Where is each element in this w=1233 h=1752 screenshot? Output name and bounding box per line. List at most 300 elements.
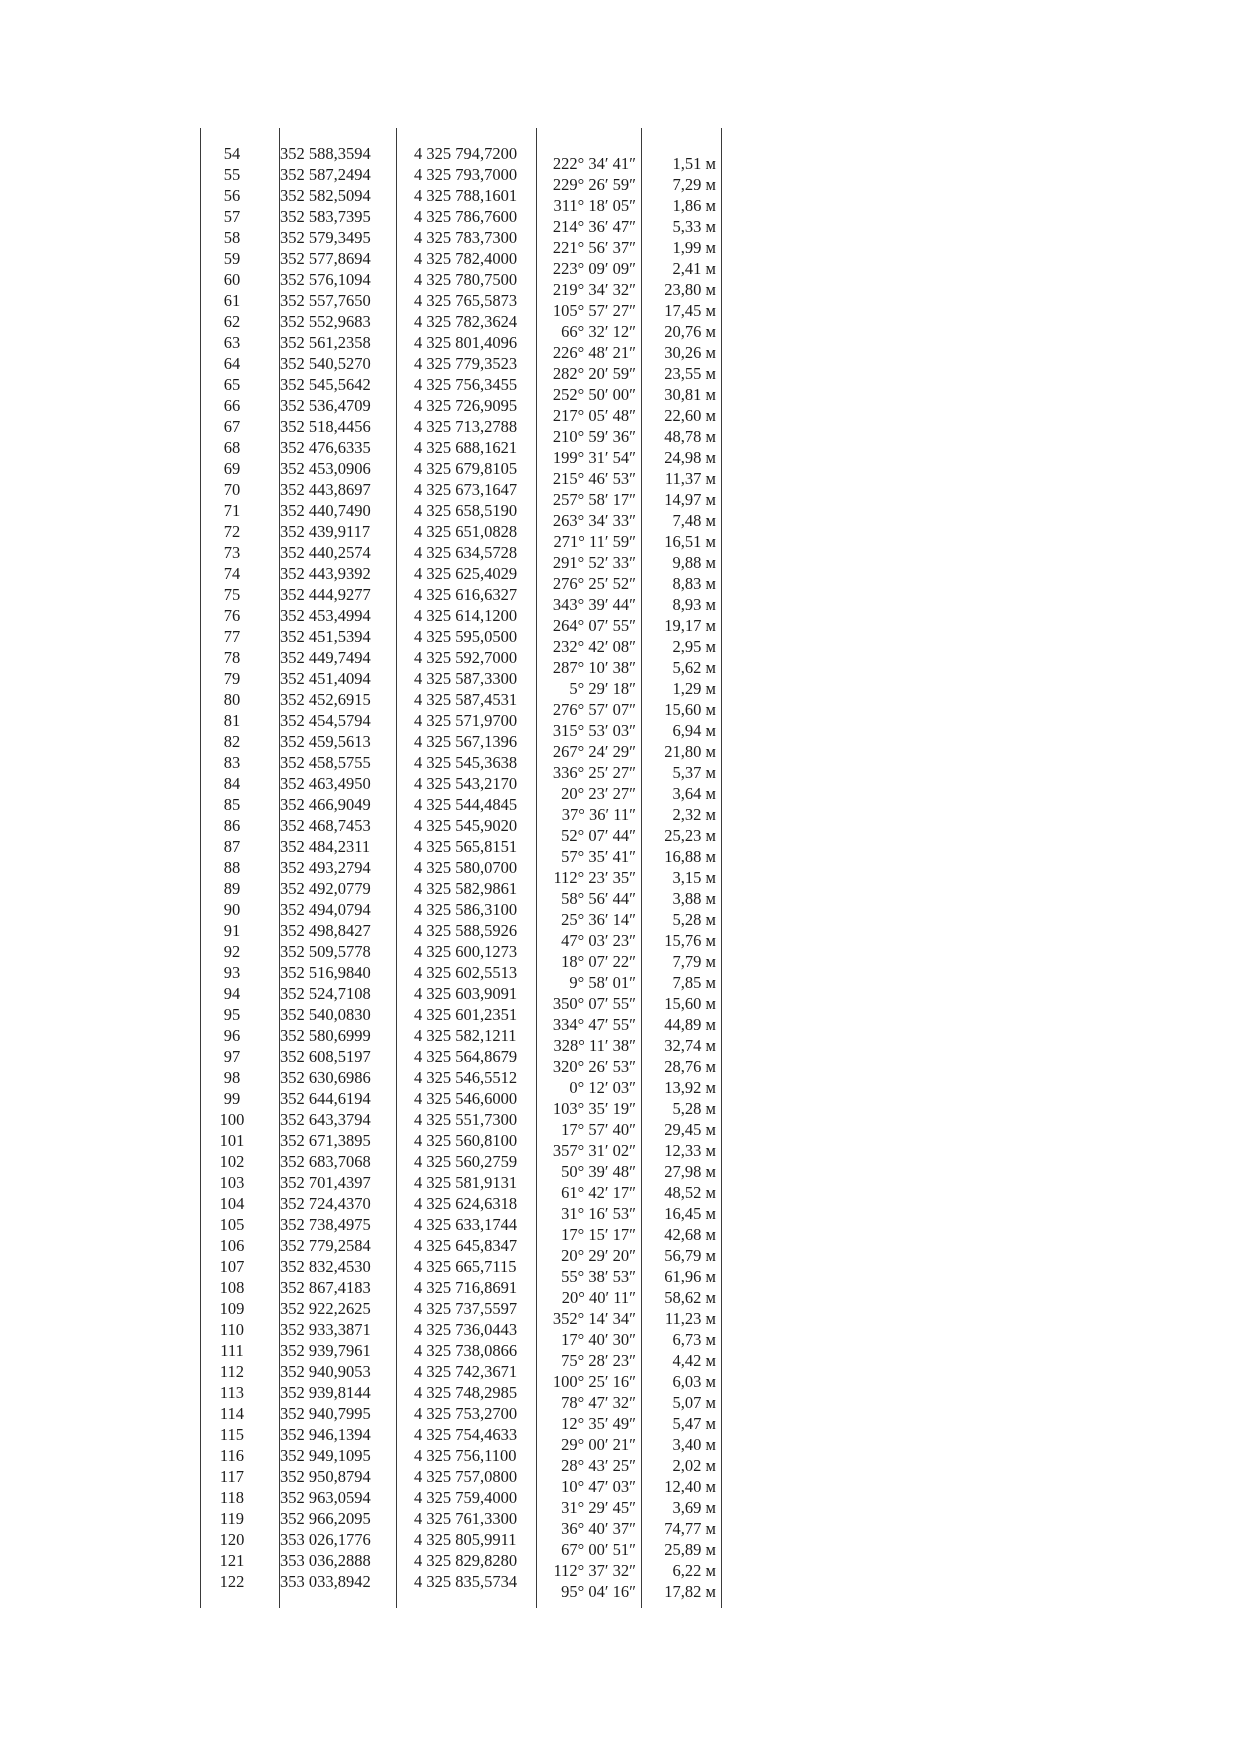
direction-angle: 232° 42′ 08″ bbox=[552, 637, 636, 656]
x-coordinate: 352 643,3794 bbox=[280, 1110, 371, 1129]
y-coordinate: 4 325 737,5597 bbox=[414, 1299, 518, 1318]
point-number: 114 bbox=[219, 1404, 245, 1423]
y-coordinate: 4 325 545,3638 bbox=[414, 753, 518, 772]
y-coordinate: 4 325 592,7000 bbox=[414, 648, 518, 667]
x-coordinate: 352 451,5394 bbox=[280, 627, 371, 646]
point-number: 109 bbox=[219, 1299, 245, 1318]
y-coordinate: 4 325 546,5512 bbox=[414, 1068, 518, 1087]
y-coordinate: 4 325 560,2759 bbox=[414, 1152, 518, 1171]
direction-angle: 219° 34′ 32″ bbox=[552, 280, 636, 299]
segment-length: 7,48 м bbox=[672, 511, 716, 530]
x-coordinate: 352 966,2095 bbox=[280, 1509, 371, 1528]
x-coordinate: 352 922,2625 bbox=[280, 1299, 371, 1318]
point-number: 60 bbox=[223, 270, 241, 289]
segment-length: 14,97 м bbox=[664, 490, 716, 509]
point-number: 108 bbox=[219, 1278, 245, 1297]
x-coordinate: 352 583,7395 bbox=[280, 207, 371, 226]
direction-angle: 287° 10′ 38″ bbox=[552, 658, 636, 677]
direction-angle: 5° 29′ 18″ bbox=[569, 679, 636, 698]
point-number: 95 bbox=[223, 1005, 241, 1024]
direction-angle: 210° 59′ 36″ bbox=[552, 427, 636, 446]
point-number: 84 bbox=[223, 774, 241, 793]
segment-length: 74,77 м bbox=[664, 1519, 716, 1538]
y-coordinate: 4 325 658,5190 bbox=[414, 501, 518, 520]
point-number: 77 bbox=[223, 627, 241, 646]
segment-length: 16,45 м bbox=[664, 1204, 716, 1223]
x-coordinate: 352 452,6915 bbox=[280, 690, 371, 709]
column-divider-2 bbox=[396, 128, 397, 1608]
direction-angle: 311° 18′ 05″ bbox=[553, 196, 636, 215]
x-coordinate: 352 498,8427 bbox=[280, 921, 371, 940]
y-coordinate: 4 325 679,8105 bbox=[414, 459, 518, 478]
segment-length: 42,68 м bbox=[664, 1225, 716, 1244]
y-coordinate: 4 325 543,2170 bbox=[414, 774, 518, 793]
direction-angle: 267° 24′ 29″ bbox=[552, 742, 636, 761]
x-coordinate: 352 671,3895 bbox=[280, 1131, 371, 1150]
direction-angle: 50° 39′ 48″ bbox=[561, 1162, 636, 1181]
point-number: 112 bbox=[219, 1362, 245, 1381]
x-coordinate: 352 579,3495 bbox=[280, 228, 371, 247]
direction-angle: 112° 37′ 32″ bbox=[553, 1561, 636, 1580]
direction-angle: 37° 36′ 11″ bbox=[561, 805, 636, 824]
column-divider-4 bbox=[641, 128, 642, 1608]
y-coordinate: 4 325 588,5926 bbox=[414, 921, 518, 940]
direction-angle: 263° 34′ 33″ bbox=[552, 511, 636, 530]
segment-length: 4,42 м bbox=[672, 1351, 716, 1370]
y-coordinate: 4 325 779,3523 bbox=[414, 354, 518, 373]
direction-angle: 215° 46′ 53″ bbox=[552, 469, 636, 488]
segment-length: 6,22 м bbox=[672, 1561, 716, 1580]
point-number: 81 bbox=[223, 711, 241, 730]
direction-angle: 28° 43′ 25″ bbox=[561, 1456, 636, 1475]
x-coordinate: 352 540,5270 bbox=[280, 354, 371, 373]
y-coordinate: 4 325 580,0700 bbox=[414, 858, 518, 877]
y-coordinate: 4 325 564,8679 bbox=[414, 1047, 518, 1066]
x-coordinate: 352 950,8794 bbox=[280, 1467, 371, 1486]
point-number: 85 bbox=[223, 795, 241, 814]
point-number: 83 bbox=[223, 753, 241, 772]
direction-angle: 214° 36′ 47″ bbox=[552, 217, 636, 236]
x-coordinate: 352 577,8694 bbox=[280, 249, 371, 268]
y-coordinate: 4 325 586,3100 bbox=[414, 900, 518, 919]
segment-length: 8,83 м bbox=[672, 574, 716, 593]
point-number: 107 bbox=[219, 1257, 245, 1276]
point-number: 122 bbox=[219, 1572, 245, 1591]
point-number: 62 bbox=[223, 312, 241, 331]
point-number: 121 bbox=[219, 1551, 245, 1570]
x-coordinate: 352 939,8144 bbox=[280, 1383, 371, 1402]
point-number: 105 bbox=[219, 1215, 245, 1234]
segment-length: 15,60 м bbox=[664, 700, 716, 719]
segment-length: 5,28 м bbox=[672, 1099, 716, 1118]
segment-length: 30,26 м bbox=[664, 343, 716, 362]
x-coordinate: 352 644,6194 bbox=[280, 1089, 371, 1108]
direction-angle: 58° 56′ 44″ bbox=[561, 889, 636, 908]
segment-length: 3,64 м bbox=[672, 784, 716, 803]
direction-angle: 217° 05′ 48″ bbox=[552, 406, 636, 425]
segment-length: 6,03 м bbox=[672, 1372, 716, 1391]
direction-angle: 276° 25′ 52″ bbox=[552, 574, 636, 593]
direction-angle: 29° 00′ 21″ bbox=[561, 1435, 636, 1454]
segment-length: 58,62 м bbox=[664, 1288, 716, 1307]
direction-angle: 95° 04′ 16″ bbox=[561, 1582, 636, 1601]
point-number: 55 bbox=[223, 165, 241, 184]
point-number: 76 bbox=[223, 606, 241, 625]
point-number: 94 bbox=[223, 984, 241, 1003]
segment-length: 5,28 м bbox=[672, 910, 716, 929]
direction-angle: 17° 40′ 30″ bbox=[561, 1330, 636, 1349]
x-coordinate: 352 946,1394 bbox=[280, 1425, 371, 1444]
y-coordinate: 4 325 726,9095 bbox=[414, 396, 518, 415]
y-coordinate: 4 325 805,9911 bbox=[414, 1530, 517, 1549]
x-coordinate: 352 608,5197 bbox=[280, 1047, 371, 1066]
point-number: 74 bbox=[223, 564, 241, 583]
y-coordinate: 4 325 788,1601 bbox=[414, 186, 518, 205]
point-number: 71 bbox=[223, 501, 241, 520]
segment-length: 3,40 м bbox=[672, 1435, 716, 1454]
y-coordinate: 4 325 829,8280 bbox=[414, 1551, 518, 1570]
y-coordinate: 4 325 567,1396 bbox=[414, 732, 518, 751]
segment-length: 2,32 м bbox=[672, 805, 716, 824]
direction-angle: 52° 07′ 44″ bbox=[561, 826, 636, 845]
segment-length: 25,89 м bbox=[664, 1540, 716, 1559]
y-coordinate: 4 325 545,9020 bbox=[414, 816, 518, 835]
point-number: 120 bbox=[219, 1530, 245, 1549]
x-coordinate: 352 588,3594 bbox=[280, 144, 371, 163]
point-number: 116 bbox=[219, 1446, 245, 1465]
segment-length: 16,51 м bbox=[664, 532, 716, 551]
point-number: 72 bbox=[223, 522, 241, 541]
x-coordinate: 352 458,5755 bbox=[280, 753, 371, 772]
y-coordinate: 4 325 560,8100 bbox=[414, 1131, 518, 1150]
x-coordinate: 352 463,4950 bbox=[280, 774, 371, 793]
direction-angle: 18° 07′ 22″ bbox=[561, 952, 636, 971]
point-number: 106 bbox=[219, 1236, 245, 1255]
segment-length: 12,40 м bbox=[664, 1477, 716, 1496]
direction-angle: 315° 53′ 03″ bbox=[552, 721, 636, 740]
segment-length: 23,80 м bbox=[664, 280, 716, 299]
segment-length: 30,81 м bbox=[664, 385, 716, 404]
x-coordinate: 352 509,5778 bbox=[280, 942, 371, 961]
direction-angle: 320° 26′ 53″ bbox=[552, 1057, 636, 1076]
direction-angle: 66° 32′ 12″ bbox=[561, 322, 636, 341]
segment-length: 15,76 м bbox=[664, 931, 716, 950]
y-coordinate: 4 325 587,4531 bbox=[414, 690, 518, 709]
point-number: 73 bbox=[223, 543, 241, 562]
y-coordinate: 4 325 673,1647 bbox=[414, 480, 518, 499]
direction-angle: 10° 47′ 03″ bbox=[561, 1477, 636, 1496]
x-coordinate: 352 779,2584 bbox=[280, 1236, 371, 1255]
point-number: 68 bbox=[223, 438, 241, 457]
direction-angle: 112° 23′ 35″ bbox=[553, 868, 636, 887]
y-coordinate: 4 325 582,1211 bbox=[414, 1026, 517, 1045]
y-coordinate: 4 325 783,7300 bbox=[414, 228, 518, 247]
segment-length: 16,88 м bbox=[664, 847, 716, 866]
x-coordinate: 353 036,2888 bbox=[280, 1551, 371, 1570]
x-coordinate: 352 561,2358 bbox=[280, 333, 371, 352]
direction-angle: 25° 36′ 14″ bbox=[561, 910, 636, 929]
segment-length: 1,51 м bbox=[672, 154, 716, 173]
y-coordinate: 4 325 756,1100 bbox=[414, 1446, 517, 1465]
y-coordinate: 4 325 765,5873 bbox=[414, 291, 518, 310]
x-coordinate: 352 453,0906 bbox=[280, 459, 371, 478]
x-coordinate: 352 443,8697 bbox=[280, 480, 371, 499]
y-coordinate: 4 325 546,6000 bbox=[414, 1089, 518, 1108]
point-number: 59 bbox=[223, 249, 241, 268]
x-coordinate: 352 738,4975 bbox=[280, 1215, 371, 1234]
point-number: 91 bbox=[223, 921, 241, 940]
segment-length: 56,79 м bbox=[664, 1246, 716, 1265]
direction-angle: 17° 15′ 17″ bbox=[561, 1225, 636, 1244]
x-coordinate: 352 443,9392 bbox=[280, 564, 371, 583]
segment-length: 5,47 м bbox=[672, 1414, 716, 1433]
point-number: 117 bbox=[219, 1467, 245, 1486]
point-number: 119 bbox=[219, 1509, 245, 1528]
point-number: 118 bbox=[219, 1488, 245, 1507]
x-coordinate: 352 552,9683 bbox=[280, 312, 371, 331]
segment-length: 17,45 м bbox=[664, 301, 716, 320]
y-coordinate: 4 325 801,4096 bbox=[414, 333, 518, 352]
y-coordinate: 4 325 651,0828 bbox=[414, 522, 518, 541]
y-coordinate: 4 325 633,1744 bbox=[414, 1215, 518, 1234]
segment-length: 5,62 м bbox=[672, 658, 716, 677]
direction-angle: 252° 50′ 00″ bbox=[552, 385, 636, 404]
direction-angle: 199° 31′ 54″ bbox=[552, 448, 636, 467]
direction-angle: 55° 38′ 53″ bbox=[561, 1267, 636, 1286]
y-coordinate: 4 325 759,4000 bbox=[414, 1488, 518, 1507]
y-coordinate: 4 325 665,7115 bbox=[414, 1257, 517, 1276]
direction-angle: 352° 14′ 34″ bbox=[552, 1309, 636, 1328]
direction-angle: 105° 57′ 27″ bbox=[552, 301, 636, 320]
y-coordinate: 4 325 756,3455 bbox=[414, 375, 518, 394]
segment-length: 11,37 м bbox=[664, 469, 716, 488]
direction-angle: 357° 31′ 02″ bbox=[552, 1141, 636, 1160]
y-coordinate: 4 325 761,3300 bbox=[414, 1509, 518, 1528]
x-coordinate: 352 518,4456 bbox=[280, 417, 371, 436]
y-coordinate: 4 325 780,7500 bbox=[414, 270, 518, 289]
y-coordinate: 4 325 602,5513 bbox=[414, 963, 518, 982]
segment-length: 48,52 м bbox=[664, 1183, 716, 1202]
x-coordinate: 352 453,4994 bbox=[280, 606, 371, 625]
point-number: 63 bbox=[223, 333, 241, 352]
segment-length: 3,15 м bbox=[672, 868, 716, 887]
y-coordinate: 4 325 625,4029 bbox=[414, 564, 518, 583]
point-number: 86 bbox=[223, 816, 241, 835]
point-number: 113 bbox=[219, 1383, 245, 1402]
direction-angle: 271° 11′ 59″ bbox=[553, 532, 636, 551]
direction-angle: 226° 48′ 21″ bbox=[552, 343, 636, 362]
direction-angle: 0° 12′ 03″ bbox=[569, 1078, 636, 1097]
direction-angle: 350° 07′ 55″ bbox=[552, 994, 636, 1013]
point-number: 56 bbox=[223, 186, 241, 205]
point-number: 93 bbox=[223, 963, 241, 982]
x-coordinate: 352 933,3871 bbox=[280, 1320, 371, 1339]
point-number: 75 bbox=[223, 585, 241, 604]
x-coordinate: 352 557,7650 bbox=[280, 291, 371, 310]
segment-length: 17,82 м bbox=[664, 1582, 716, 1601]
x-coordinate: 352 940,9053 bbox=[280, 1362, 371, 1381]
y-coordinate: 4 325 742,3671 bbox=[414, 1362, 518, 1381]
segment-length: 24,98 м bbox=[664, 448, 716, 467]
direction-angle: 264° 07′ 55″ bbox=[552, 616, 636, 635]
point-number: 67 bbox=[223, 417, 241, 436]
direction-angle: 221° 56′ 37″ bbox=[552, 238, 636, 257]
x-coordinate: 352 580,6999 bbox=[280, 1026, 371, 1045]
segment-length: 15,60 м bbox=[664, 994, 716, 1013]
x-coordinate: 352 582,5094 bbox=[280, 186, 371, 205]
segment-length: 21,80 м bbox=[664, 742, 716, 761]
y-coordinate: 4 325 794,7200 bbox=[414, 144, 518, 163]
direction-angle: 31° 29′ 45″ bbox=[561, 1498, 636, 1517]
segment-length: 23,55 м bbox=[664, 364, 716, 383]
segment-length: 2,02 м bbox=[672, 1456, 716, 1475]
direction-angle: 47° 03′ 23″ bbox=[561, 931, 636, 950]
y-coordinate: 4 325 614,1200 bbox=[414, 606, 518, 625]
x-coordinate: 352 468,7453 bbox=[280, 816, 371, 835]
x-coordinate: 352 630,6986 bbox=[280, 1068, 371, 1087]
direction-angle: 336° 25′ 27″ bbox=[552, 763, 636, 782]
y-coordinate: 4 325 716,8691 bbox=[414, 1278, 518, 1297]
y-coordinate: 4 325 551,7300 bbox=[414, 1110, 518, 1129]
y-coordinate: 4 325 782,3624 bbox=[414, 312, 518, 331]
x-coordinate: 352 493,2794 bbox=[280, 858, 371, 877]
y-coordinate: 4 325 835,5734 bbox=[414, 1572, 518, 1591]
segment-length: 27,98 м bbox=[664, 1162, 716, 1181]
x-coordinate: 352 724,4370 bbox=[280, 1194, 371, 1213]
direction-angle: 223° 09′ 09″ bbox=[552, 259, 636, 278]
point-number: 70 bbox=[223, 480, 241, 499]
y-coordinate: 4 325 616,6327 bbox=[414, 585, 518, 604]
x-coordinate: 352 466,9049 bbox=[280, 795, 371, 814]
direction-angle: 100° 25′ 16″ bbox=[552, 1372, 636, 1391]
segment-length: 9,88 м bbox=[672, 553, 716, 572]
x-coordinate: 352 939,7961 bbox=[280, 1341, 371, 1360]
x-coordinate: 352 449,7494 bbox=[280, 648, 371, 667]
x-coordinate: 352 451,4094 bbox=[280, 669, 371, 688]
direction-angle: 222° 34′ 41″ bbox=[552, 154, 636, 173]
direction-angle: 61° 42′ 17″ bbox=[561, 1183, 636, 1202]
point-number: 97 bbox=[223, 1047, 241, 1066]
segment-length: 3,69 м bbox=[672, 1498, 716, 1517]
segment-length: 2,41 м bbox=[672, 259, 716, 278]
segment-length: 8,93 м bbox=[672, 595, 716, 614]
y-coordinate: 4 325 571,9700 bbox=[414, 711, 518, 730]
x-coordinate: 352 440,2574 bbox=[280, 543, 371, 562]
x-coordinate: 352 439,9117 bbox=[280, 522, 371, 541]
segment-length: 1,86 м bbox=[672, 196, 716, 215]
x-coordinate: 352 492,0779 bbox=[280, 879, 371, 898]
segment-length: 25,23 м bbox=[664, 826, 716, 845]
direction-angle: 75° 28′ 23″ bbox=[561, 1351, 636, 1370]
segment-length: 11,23 м bbox=[664, 1309, 716, 1328]
segment-length: 61,96 м bbox=[664, 1267, 716, 1286]
y-coordinate: 4 325 544,4845 bbox=[414, 795, 518, 814]
y-coordinate: 4 325 603,9091 bbox=[414, 984, 518, 1003]
direction-angle: 229° 26′ 59″ bbox=[552, 175, 636, 194]
segment-length: 29,45 м bbox=[664, 1120, 716, 1139]
y-coordinate: 4 325 738,0866 bbox=[414, 1341, 518, 1360]
segment-length: 12,33 м bbox=[664, 1141, 716, 1160]
point-number: 57 bbox=[223, 207, 241, 226]
x-coordinate: 352 524,7108 bbox=[280, 984, 371, 1003]
direction-angle: 291° 52′ 33″ bbox=[552, 553, 636, 572]
x-coordinate: 352 516,9840 bbox=[280, 963, 371, 982]
x-coordinate: 352 494,0794 bbox=[280, 900, 371, 919]
direction-angle: 31° 16′ 53″ bbox=[561, 1204, 636, 1223]
point-number: 87 bbox=[223, 837, 241, 856]
x-coordinate: 352 454,5794 bbox=[280, 711, 371, 730]
y-coordinate: 4 325 713,2788 bbox=[414, 417, 518, 436]
point-number: 65 bbox=[223, 375, 241, 394]
direction-angle: 67° 00′ 51″ bbox=[561, 1540, 636, 1559]
point-number: 100 bbox=[219, 1110, 245, 1129]
point-number: 111 bbox=[220, 1341, 244, 1360]
direction-angle: 20° 29′ 20″ bbox=[561, 1246, 636, 1265]
segment-length: 2,95 м bbox=[672, 637, 716, 656]
x-coordinate: 352 683,7068 bbox=[280, 1152, 371, 1171]
y-coordinate: 4 325 753,2700 bbox=[414, 1404, 518, 1423]
point-number: 98 bbox=[223, 1068, 241, 1087]
x-coordinate: 352 963,0594 bbox=[280, 1488, 371, 1507]
point-number: 58 bbox=[223, 228, 241, 247]
y-coordinate: 4 325 587,3300 bbox=[414, 669, 518, 688]
x-coordinate: 352 540,0830 bbox=[280, 1005, 371, 1024]
segment-length: 48,78 м bbox=[664, 427, 716, 446]
segment-length: 20,76 м bbox=[664, 322, 716, 341]
point-number: 61 bbox=[223, 291, 241, 310]
x-coordinate: 352 701,4397 bbox=[280, 1173, 371, 1192]
y-coordinate: 4 325 688,1621 bbox=[414, 438, 518, 457]
segment-length: 13,92 м bbox=[664, 1078, 716, 1097]
direction-angle: 282° 20′ 59″ bbox=[552, 364, 636, 383]
x-coordinate: 352 949,1095 bbox=[280, 1446, 371, 1465]
point-number: 88 bbox=[223, 858, 241, 877]
point-number: 78 bbox=[223, 648, 241, 667]
x-coordinate: 352 459,5613 bbox=[280, 732, 371, 751]
y-coordinate: 4 325 645,8347 bbox=[414, 1236, 518, 1255]
direction-angle: 9° 58′ 01″ bbox=[569, 973, 636, 992]
segment-length: 7,85 м bbox=[672, 973, 716, 992]
segment-length: 32,74 м bbox=[664, 1036, 716, 1055]
segment-length: 6,73 м bbox=[672, 1330, 716, 1349]
direction-angle: 257° 58′ 17″ bbox=[552, 490, 636, 509]
direction-angle: 343° 39′ 44″ bbox=[552, 595, 636, 614]
x-coordinate: 352 576,1094 bbox=[280, 270, 371, 289]
point-number: 104 bbox=[219, 1194, 245, 1213]
x-coordinate: 353 033,8942 bbox=[280, 1572, 371, 1591]
direction-angle: 103° 35′ 19″ bbox=[552, 1099, 636, 1118]
x-coordinate: 352 536,4709 bbox=[280, 396, 371, 415]
point-number: 64 bbox=[223, 354, 241, 373]
segment-length: 1,99 м bbox=[672, 238, 716, 257]
y-coordinate: 4 325 786,7600 bbox=[414, 207, 518, 226]
x-coordinate: 352 545,5642 bbox=[280, 375, 371, 394]
x-coordinate: 352 440,7490 bbox=[280, 501, 371, 520]
y-coordinate: 4 325 634,5728 bbox=[414, 543, 518, 562]
direction-angle: 334° 47′ 55″ bbox=[552, 1015, 636, 1034]
y-coordinate: 4 325 782,4000 bbox=[414, 249, 518, 268]
y-coordinate: 4 325 624,6318 bbox=[414, 1194, 518, 1213]
direction-angle: 78° 47′ 32″ bbox=[561, 1393, 636, 1412]
point-number: 115 bbox=[219, 1425, 245, 1444]
y-coordinate: 4 325 581,9131 bbox=[414, 1173, 518, 1192]
point-number: 101 bbox=[219, 1131, 245, 1150]
y-coordinate: 4 325 582,9861 bbox=[414, 879, 518, 898]
direction-angle: 57° 35′ 41″ bbox=[561, 847, 636, 866]
point-number: 102 bbox=[219, 1152, 245, 1171]
direction-angle: 36° 40′ 37″ bbox=[561, 1519, 636, 1538]
x-coordinate: 352 587,2494 bbox=[280, 165, 371, 184]
